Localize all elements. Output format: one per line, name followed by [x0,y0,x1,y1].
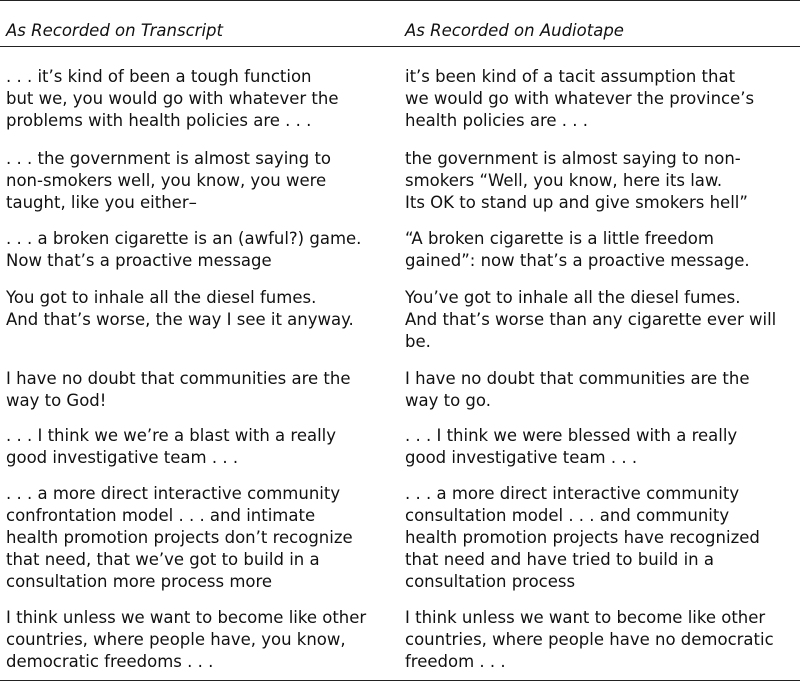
row-6-transcript: . . . I think we we’re a blast with a really good investigative team . . . [6,426,337,467]
row-7-audiotape: . . . a more direct interactive community consultation model . . . and community health promotion projects have recognized that need and have tried to build in a consultation process [405,484,760,591]
row-8-transcript: I think unless we want to become like other countries, where people have, you know, democratic freedoms . . . [6,608,367,671]
row-6-audiotape: . . . I think we were blessed with a really good investigative team . . . [405,426,738,467]
row-3-audiotape: “A broken cigarette is a little freedom gained”: now that’s a proactive message. [405,229,750,270]
row-3-transcript: . . . a broken cigarette is an (awful?) game. Now that’s a proactive message [6,229,362,270]
header-rule [0,46,800,47]
row-5-transcript: I have no doubt that communities are the way to God! [6,369,351,410]
row-7-transcript: . . . a more direct interactive community confrontation model . . . and intimate health promotion projects don’t recognize that need, that we’ve got to build in a consultation more process more [6,484,353,591]
row-1-transcript: . . . it’s kind of been a tough function but we, you would go with whatever the problems with health policies are . . . [6,67,339,130]
row-4-transcript: You got to inhale all the diesel fumes. And that’s worse, the way I see it anyway. [6,288,354,329]
table-top-rule [0,0,800,1]
row-1-audiotape: it’s been kind of a tacit assumption that we would go with whatever the province’s health policies are . . . [405,67,755,130]
row-5-audiotape: I have no doubt that communities are the way to go. [405,369,750,410]
row-2-audiotape: the government is almost saying to non- smokers “Well, you know, here its law. Its OK to stand up and give smokers hell” [405,149,748,212]
table-bottom-rule [0,680,800,681]
row-4-audiotape: You’ve got to inhale all the diesel fumes. And that’s worse than any cigarette ever will be. [405,288,777,351]
row-8-audiotape: I think unless we want to become like other countries, where people have no democratic freedom . . . [405,608,774,671]
row-2-transcript: . . . the government is almost saying to non-smokers well, you know, you were taught, like you either– [6,149,332,212]
header-audiotape: As Recorded on Audiotape [405,21,624,40]
header-transcript: As Recorded on Transcript [6,21,223,40]
